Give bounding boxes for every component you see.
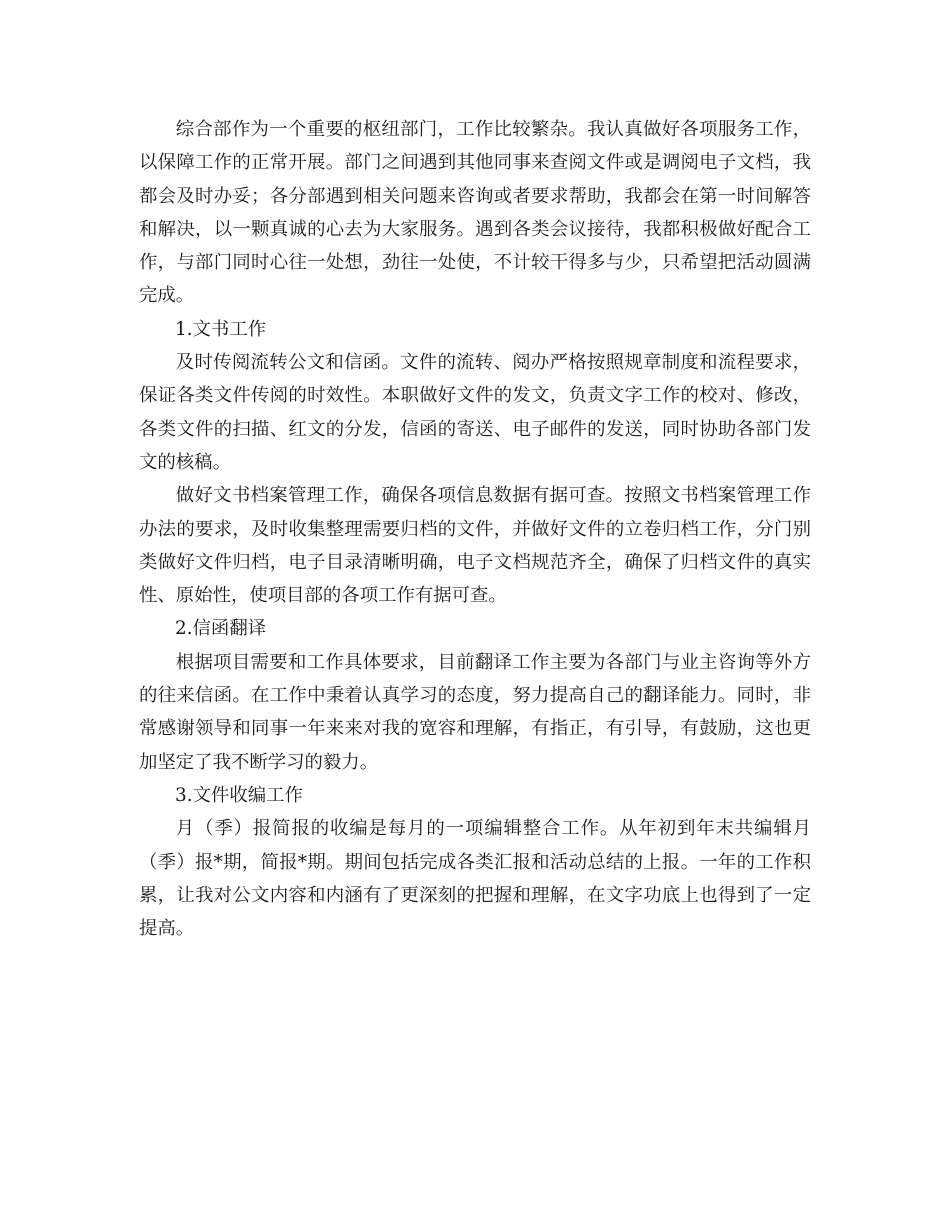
heading-document-work: 1.文书工作 xyxy=(175,318,267,340)
paragraph-compilation: 月（季）报简报的收编是每月的一项编辑整合工作。从年初到年末共编辑月（季）报*期，简报*期。期间包括完成各类汇报和活动总结的上报。一年的工作积累，让我对公文内容和内涵有了更深刻的把握和理解，在文字功底上也得到了一定提高。 xyxy=(139,818,811,940)
paragraph-general-dept: 综合部作为一个重要的枢纽部门，工作比较繁杂。我认真做好各项服务工作，以保障工作的正常开展。部门之间遇到其他同事来查阅文件或是调阅电子文档，我都会及时办妥；各分部遇到相关问题来咨询或者要求帮助，我都会在第一时间解答和解决，以一颗真诚的心去为大家服务。遇到各类会议接待，我都积极做好配合工作，与部门同时心往一处想，劲往一处使，不计较干得多与少，只希望把活动圆满完成。 xyxy=(139,119,811,307)
paragraph-document-circulation: 及时传阅流转公文和信函。文件的流转、阅办严格按照规章制度和流程要求，保证各类文件传阅的时效性。本职做好文件的发文，负责文字工作的校对、修改，各类文件的扫描、红文的分发，信函的寄送、电子邮件的发送，同时协助各部门发文的核稿。 xyxy=(139,352,811,473)
document-body xyxy=(139,113,811,945)
paragraph-archive-management: 做好文书档案管理工作，确保各项信息数据有据可查。按照文书档案管理工作办法的要求，及时收集整理需要归档的文件，并做好文件的立卷归档工作，分门别类做好文件归档，电子目录清晰明确，电子文档规范齐全，确保了归档文件的真实性、原始性，使项目部的各项工作有据可查。 xyxy=(139,485,811,607)
heading-letter-translation: 2.信函翻译 xyxy=(175,618,267,640)
paragraph-translation: 根据项目需要和工作具体要求，目前翻译工作主要为各部门与业主咨询等外方的往来信函。在工作中秉着认真学习的态度，努力提高自己的翻译能力。同时，非常感谢领导和同事一年来来对我的宽容和理解，有指正，有引导，有鼓励，这也更加坚定了我不断学习的毅力。 xyxy=(139,651,811,773)
heading-document-compilation: 3.文件收编工作 xyxy=(175,784,303,806)
